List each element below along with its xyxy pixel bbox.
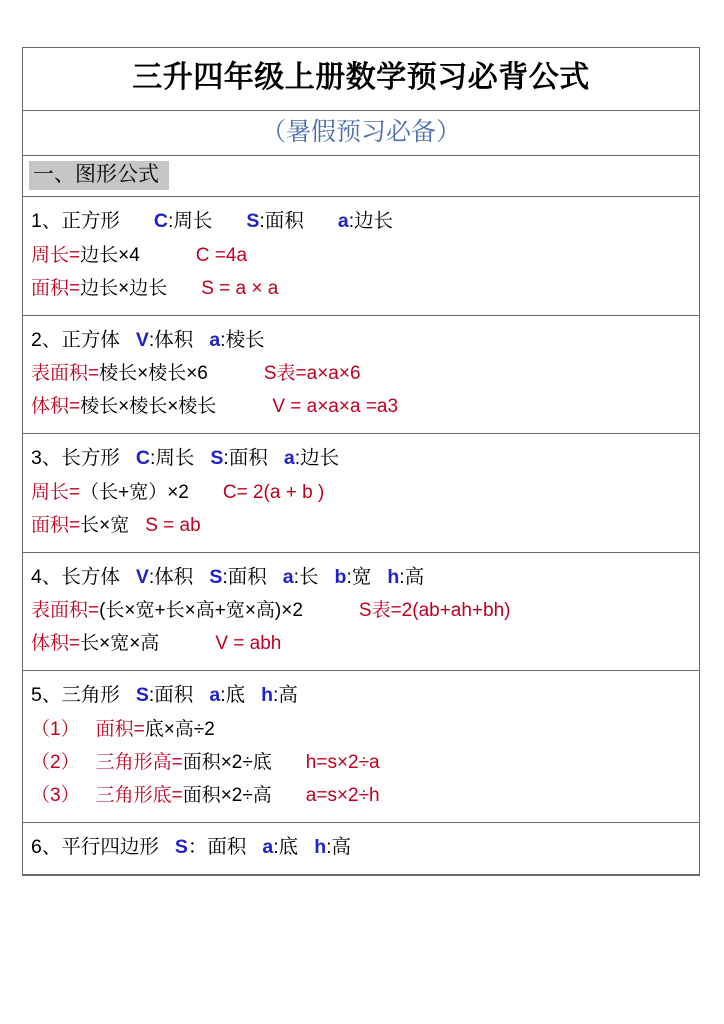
formula-line: [31, 357, 699, 390]
variable-letter: S: [210, 447, 224, 470]
variable-letter: S: [174, 835, 188, 858]
variable-label: :体积: [148, 565, 194, 588]
variable-letter: a: [209, 684, 221, 707]
variable-letter: C: [135, 447, 150, 470]
variable-label: :体积: [148, 328, 194, 351]
formula-label: 表面积=: [31, 363, 100, 385]
formula-head-parallelogram: [31, 831, 699, 865]
variable-label: ：面积: [187, 835, 247, 858]
formula-label: 面积=: [95, 718, 145, 740]
variable-label: :面积: [148, 684, 194, 707]
shape-name: 长方形: [61, 447, 120, 470]
formula-line: [31, 594, 699, 627]
formula-enumerator: （3）: [31, 784, 80, 806]
formula-head-cuboid: [31, 561, 699, 595]
section-heading: 一、图形公式: [29, 161, 169, 190]
page-subtitle: （暑假预习必备）: [260, 117, 461, 146]
variable-label: :边长: [294, 447, 340, 470]
shape-name: 长方体: [61, 565, 120, 588]
formula-index: 6、: [31, 835, 62, 858]
formula-head-square: [31, 205, 699, 239]
page-title: 三升四年级上册数学预习必背公式: [132, 61, 590, 94]
formula-expression: 长×宽×高: [80, 633, 160, 655]
formula-label: 体积=: [31, 396, 81, 418]
formula-enumerator: （1）: [31, 718, 80, 740]
variable-letter: a: [262, 835, 274, 858]
formula-expression: (长×宽+长×高+宽×高)×2: [99, 600, 303, 622]
formula-line: [31, 713, 699, 746]
formula-index: 3、: [31, 447, 62, 470]
variable-label: :高: [326, 835, 352, 858]
formula-block-parallelogram: [23, 823, 699, 875]
formula-label: 三角形高=: [95, 751, 183, 773]
formula-index: 1、: [31, 210, 62, 233]
formula-symbolic: S表=a×a×6: [263, 363, 361, 385]
variable-letter: a: [282, 565, 294, 588]
formula-expression: 底×高÷2: [144, 718, 215, 740]
variable-letter: V: [135, 328, 149, 351]
title-row: [23, 48, 699, 111]
formula-label: 三角形底=: [95, 784, 183, 806]
formula-expression: 棱长×棱长×棱长: [80, 396, 217, 418]
formula-expression: 边长×4: [80, 244, 140, 266]
formula-block-cuboid: [23, 553, 699, 672]
formula-line: [31, 746, 699, 779]
formula-line: [31, 390, 699, 423]
variable-label: :高: [273, 684, 298, 707]
variable-letter: b: [334, 565, 347, 588]
formula-label: 面积=: [31, 277, 81, 299]
formula-symbolic: C =4a: [195, 244, 248, 266]
variable-letter: C: [153, 210, 168, 233]
formula-symbolic: h=s×2÷a: [305, 751, 380, 773]
variable-letter: h: [261, 684, 274, 707]
formula-line: [31, 272, 699, 305]
variable-label: :底: [273, 835, 299, 858]
variable-letter: S: [135, 684, 149, 707]
formula-block-triangle: [23, 671, 699, 823]
variable-letter: h: [387, 565, 400, 588]
variable-label: :周长: [149, 447, 195, 470]
variable-label: :面积: [222, 565, 267, 588]
variable-label: :长: [293, 565, 319, 588]
variable-label: :周长: [167, 210, 213, 233]
variable-label: :高: [399, 565, 425, 588]
formula-expression: 边长×边长: [80, 277, 168, 299]
formula-head-cube: [31, 324, 699, 358]
shape-name: 平行四边形: [61, 835, 159, 858]
formula-head-rectangle: [31, 442, 699, 476]
shape-name: 正方体: [61, 328, 120, 351]
formula-expression: 棱长×棱长×6: [99, 363, 208, 385]
formula-label: 表面积=: [31, 600, 100, 622]
formula-index: 2、: [31, 328, 62, 351]
variable-label: :边长: [348, 210, 394, 233]
shape-name: 正方形: [61, 210, 120, 233]
formula-line: [31, 779, 699, 812]
formula-symbolic: V = abh: [215, 633, 282, 655]
variable-letter: a: [337, 210, 349, 233]
formula-block-rectangle: [23, 434, 699, 553]
variable-label: :面积: [259, 210, 304, 233]
variable-letter: h: [314, 835, 327, 858]
shape-name: 三角形: [61, 684, 120, 707]
variable-letter: a: [209, 328, 221, 351]
formula-symbolic: C= 2(a + b ): [222, 481, 325, 503]
variable-label: :底: [220, 684, 246, 707]
variable-label: :棱长: [220, 328, 265, 351]
formula-line: [31, 627, 699, 660]
formula-label: 面积=: [31, 514, 81, 536]
variable-label: :宽: [346, 565, 372, 588]
formula-label: 周长=: [31, 481, 81, 503]
formula-symbolic: V = a×a×a =a3: [272, 396, 399, 418]
formula-index: 5、: [31, 684, 62, 707]
formula-enumerator: （2）: [31, 751, 80, 773]
formula-table: [22, 47, 700, 876]
formula-expression: 面积×2÷底: [182, 751, 272, 773]
formula-symbolic: S = a × a: [201, 277, 279, 299]
variable-letter: S: [246, 210, 260, 233]
formula-block-square: [23, 197, 699, 316]
variable-letter: V: [135, 565, 149, 588]
formula-label: 周长=: [31, 244, 81, 266]
formula-index: 4、: [31, 565, 62, 588]
formula-symbolic: S表=2(ab+ah+bh): [358, 600, 511, 622]
formula-line: [31, 509, 699, 542]
formula-symbolic: S = ab: [145, 514, 201, 536]
formula-expression: 面积×2÷高: [182, 784, 272, 806]
formula-head-triangle: [31, 679, 699, 713]
formula-line: [31, 239, 699, 272]
formula-block-cube: [23, 316, 699, 435]
variable-letter: S: [209, 565, 223, 588]
formula-label: 体积=: [31, 633, 81, 655]
formula-expression: （长+宽）×2: [80, 481, 189, 503]
formula-line: [31, 476, 699, 509]
subtitle-row: [23, 111, 699, 157]
formula-expression: 长×宽: [80, 514, 130, 536]
section-heading-row: [23, 156, 699, 197]
variable-letter: a: [283, 447, 295, 470]
formula-symbolic: a=s×2÷h: [305, 784, 380, 806]
variable-label: :面积: [223, 447, 268, 470]
